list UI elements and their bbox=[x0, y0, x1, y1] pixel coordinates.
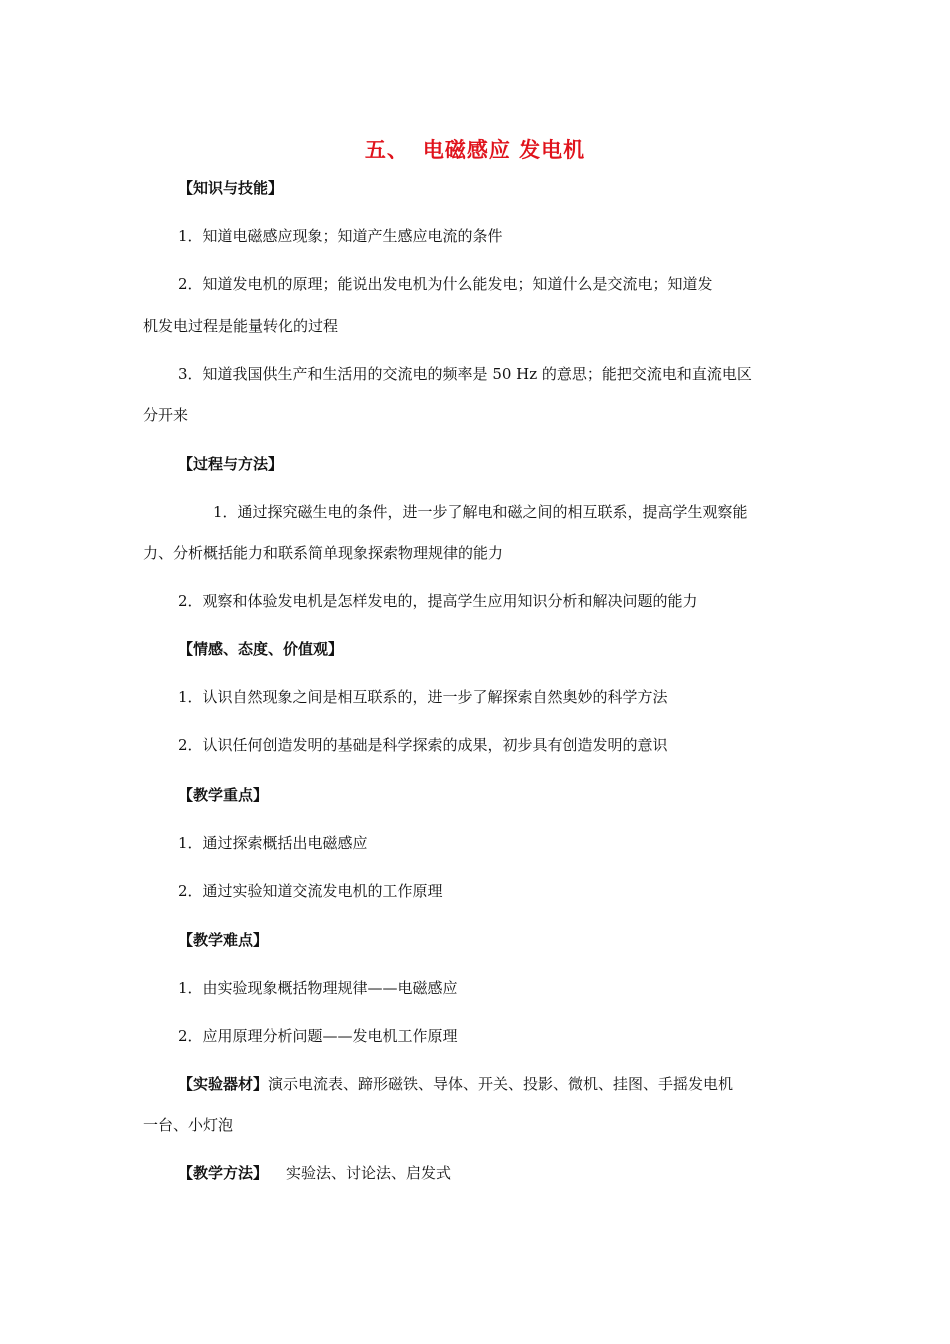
section-heading-knowledge: 【知识与技能】 bbox=[178, 179, 284, 197]
title-text: 电磁感应 发电机 bbox=[422, 138, 586, 162]
section-heading-method: 【教学方法】 bbox=[178, 1164, 269, 1182]
section-heading-difficulties: 【教学难点】 bbox=[178, 931, 269, 949]
method-text: 实验法、讨论法、启发式 bbox=[286, 1164, 452, 1182]
knowledge-item-1: 1．知道电磁感应现象；知道产生感应电流的条件 bbox=[178, 227, 503, 245]
equipment-line-2: 一台、小灯泡 bbox=[143, 1116, 234, 1134]
section-heading-emotion: 【情感、态度、价值观】 bbox=[178, 640, 344, 658]
process-item-1-line-1: 1．通过探究磁生电的条件，进一步了解电和磁之间的相互联系，提高学生观察能 bbox=[213, 503, 748, 521]
emotion-item-2: 2．认识任何创造发明的基础是科学探索的成果，初步具有创造发明的意识 bbox=[178, 736, 668, 754]
knowledge-item-2-line-1: 2．知道发电机的原理；能说出发电机为什么能发电；知道什么是交流电；知道发 bbox=[178, 275, 713, 293]
knowledge-item-3-line-1: 3．知道我国供生产和生活用的交流电的频率是 50 Hz 的意思；能把交流电和直流电区 bbox=[178, 365, 752, 383]
key-points-item-1: 1．通过探索概括出电磁感应 bbox=[178, 834, 368, 852]
equipment-line-1 bbox=[178, 1073, 733, 1094]
title-number: 五、 bbox=[364, 138, 409, 162]
emotion-item-1: 1．认识自然现象之间是相互联系的，进一步了解探索自然奥妙的科学方法 bbox=[178, 688, 668, 706]
section-heading-key-points: 【教学重点】 bbox=[178, 786, 269, 804]
method-line bbox=[178, 1162, 451, 1183]
process-item-1-line-2: 力、分析概括能力和联系简单现象探索物理规律的能力 bbox=[143, 544, 504, 562]
difficulties-item-2: 2．应用原理分析问题——发电机工作原理 bbox=[178, 1027, 458, 1045]
knowledge-item-3-line-2: 分开来 bbox=[143, 406, 189, 424]
equipment-text: 演示电流表、蹄形磁铁、导体、开关、投影、微机、挂图、手摇发电机 bbox=[268, 1075, 734, 1093]
knowledge-item-2-line-2: 机发电过程是能量转化的过程 bbox=[143, 317, 339, 335]
section-heading-equipment: 【实验器材】 bbox=[178, 1075, 269, 1093]
key-points-item-2: 2．通过实验知道交流发电机的工作原理 bbox=[178, 882, 443, 900]
process-item-2: 2．观察和体验发电机是怎样发电的，提高学生应用知识分析和解决问题的能力 bbox=[178, 592, 698, 610]
section-heading-process: 【过程与方法】 bbox=[178, 455, 284, 473]
difficulties-item-1: 1．由实验现象概括物理规律——电磁感应 bbox=[178, 979, 458, 997]
page-title bbox=[0, 134, 950, 164]
